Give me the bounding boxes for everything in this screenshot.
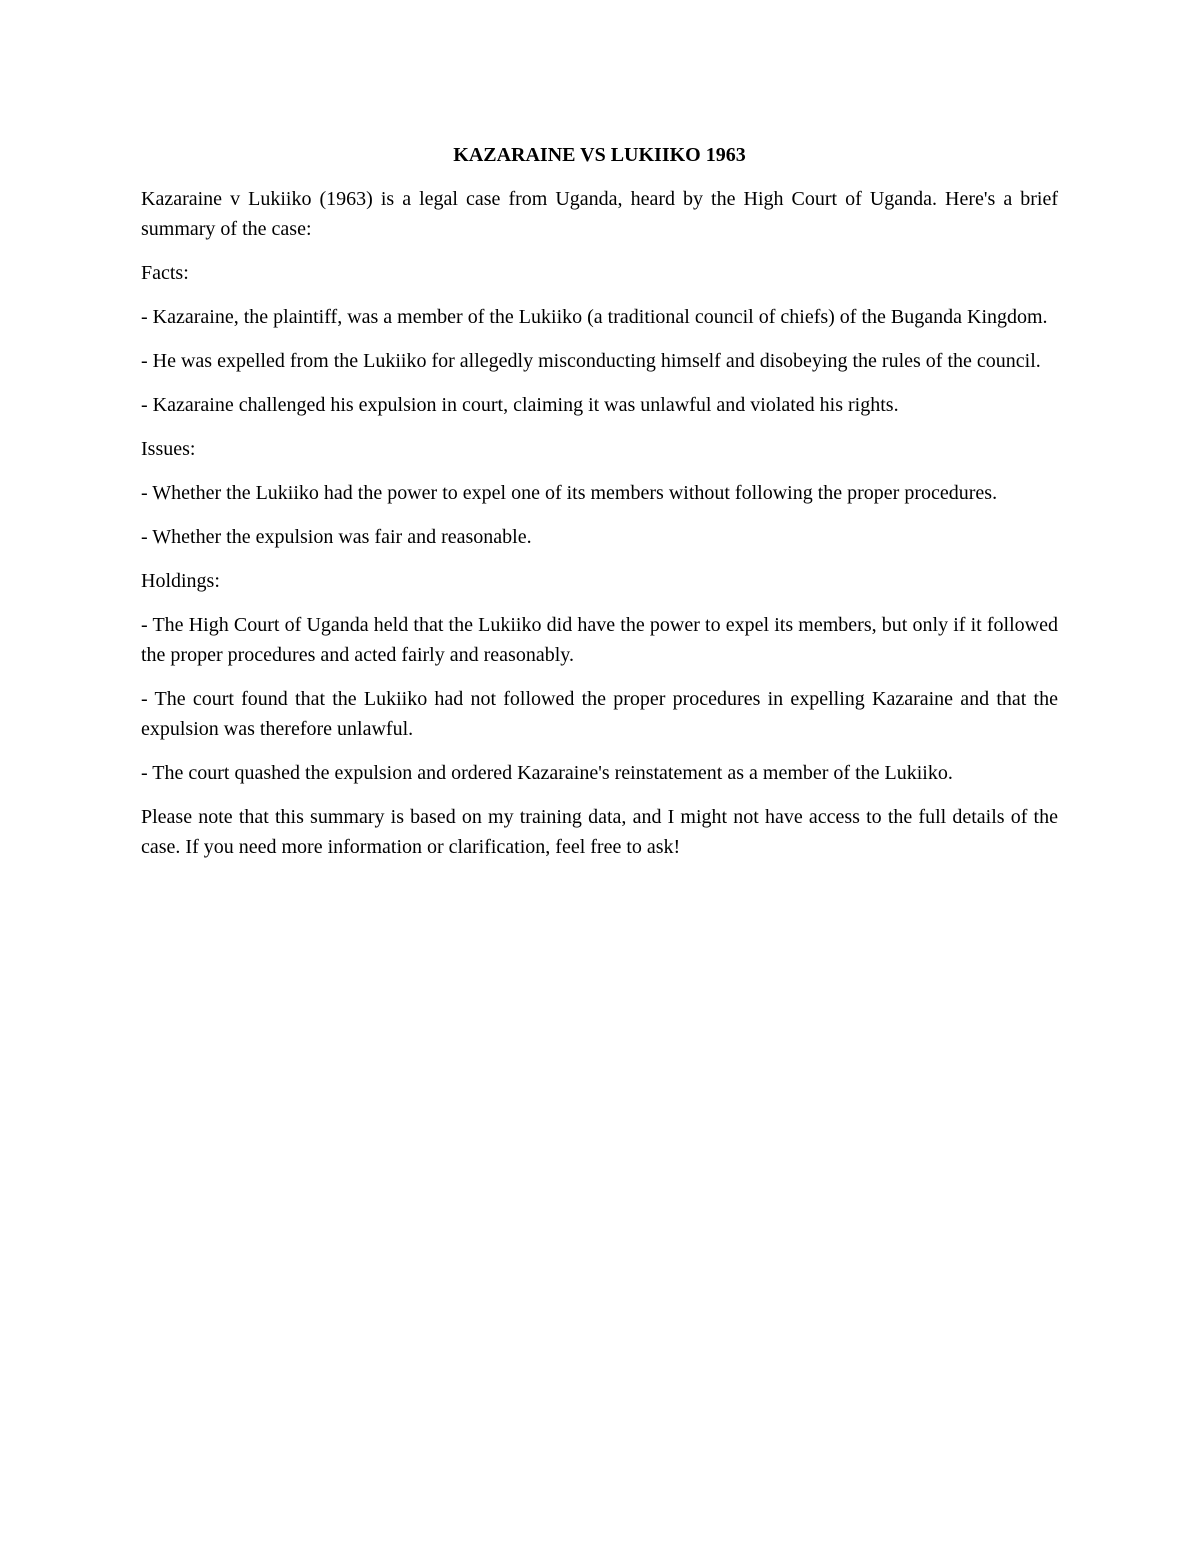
fact-item: - Kazaraine challenged his expulsion in court, claiming it was unlawful and violated his rights.: [141, 394, 899, 416]
holding-item: - The court found that the Lukiiko had not followed the proper procedures in expelling Kazaraine and that the expulsion was therefore unlawful.: [141, 688, 1058, 740]
holding-item: - The High Court of Uganda held that the Lukiiko did have the power to expel its members, but only if it followed the proper procedures and acted fairly and reasonably.: [141, 614, 1058, 666]
facts-heading: Facts:: [141, 262, 189, 284]
document-page: [141, 140, 1058, 876]
closing-paragraph: Please note that this summary is based on my training data, and I might not have access to the full details of the case. If you need more information or clarification, feel free to ask!: [141, 806, 1058, 858]
fact-item: - Kazaraine, the plaintiff, was a member of the Lukiiko (a traditional council of chiefs) of the Buganda Kingdom.: [141, 306, 1048, 328]
issues-heading: Issues:: [141, 438, 196, 460]
fact-item: - He was expelled from the Lukiiko for allegedly misconducting himself and disobeying the rules of the council.: [141, 350, 1041, 372]
holding-item: - The court quashed the expulsion and ordered Kazaraine's reinstatement as a member of the Lukiiko.: [141, 762, 953, 784]
issue-item: - Whether the expulsion was fair and reasonable.: [141, 526, 532, 548]
intro-paragraph: Kazaraine v Lukiiko (1963) is a legal case from Uganda, heard by the High Court of Uganda. Here's a brief summary of the case:: [141, 188, 1058, 240]
document-title: KAZARAINE VS LUKIIKO 1963: [453, 144, 746, 166]
issue-item: - Whether the Lukiiko had the power to expel one of its members without following the proper procedures.: [141, 482, 998, 504]
holdings-heading: Holdings:: [141, 570, 220, 592]
